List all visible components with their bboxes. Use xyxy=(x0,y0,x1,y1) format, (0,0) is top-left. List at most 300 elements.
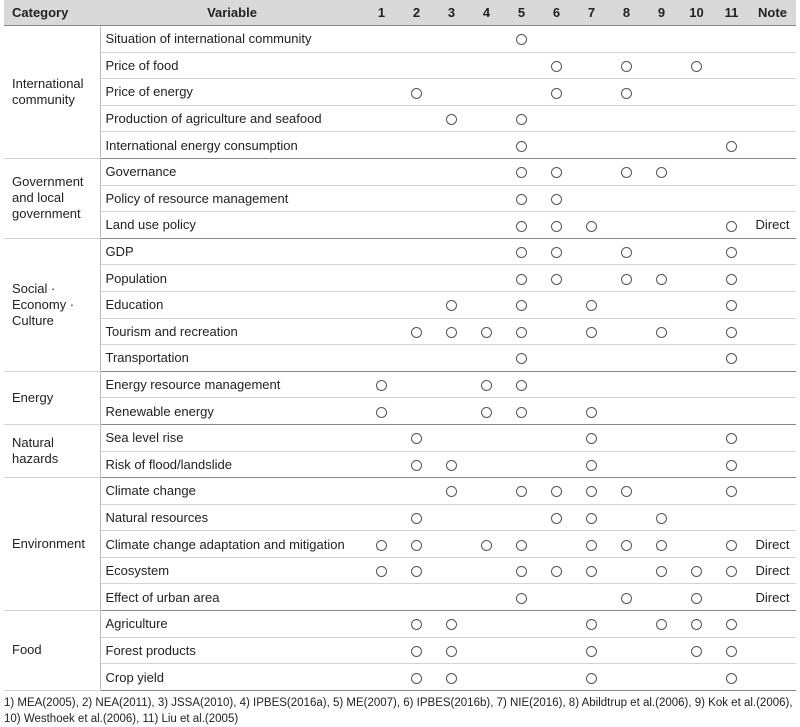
circle-mark-icon xyxy=(726,327,737,338)
ref-5-cell xyxy=(504,611,539,638)
ref-8-cell xyxy=(609,26,644,53)
category-cell: Social · Economy · Culture xyxy=(4,238,100,371)
ref-4-cell xyxy=(469,79,504,106)
ref-1-cell xyxy=(364,451,399,478)
circle-mark-icon xyxy=(446,114,457,125)
ref-4-cell xyxy=(469,345,504,372)
ref-6-cell xyxy=(539,318,574,345)
ref-5-cell xyxy=(504,52,539,79)
ref-2-cell xyxy=(399,79,434,106)
ref-7-cell xyxy=(574,132,609,159)
note-cell xyxy=(749,451,796,478)
ref-3-cell xyxy=(434,584,469,611)
ref-7-cell xyxy=(574,52,609,79)
ref-1-cell xyxy=(364,185,399,212)
ref-7-cell xyxy=(574,265,609,292)
ref-8-cell xyxy=(609,557,644,584)
circle-mark-icon xyxy=(726,566,737,577)
ref-2-cell xyxy=(399,52,434,79)
ref-9-cell xyxy=(644,318,679,345)
ref-11-cell xyxy=(714,212,749,239)
ref-2-cell xyxy=(399,398,434,425)
circle-mark-icon xyxy=(726,460,737,471)
category-cell: Energy xyxy=(4,371,100,424)
header-ref-3: 3 xyxy=(434,0,469,26)
circle-mark-icon xyxy=(551,513,562,524)
ref-2-cell xyxy=(399,318,434,345)
ref-6-cell xyxy=(539,478,574,505)
circle-mark-icon xyxy=(411,673,422,684)
table-row xyxy=(4,637,796,664)
ref-6-cell xyxy=(539,664,574,691)
circle-mark-icon xyxy=(586,619,597,630)
ref-5-cell xyxy=(504,212,539,239)
variable-cell: Crop yield xyxy=(100,664,364,691)
variable-cell: Production of agriculture and seafood xyxy=(100,105,364,132)
circle-mark-icon xyxy=(586,407,597,418)
ref-8-cell xyxy=(609,637,644,664)
ref-3-cell xyxy=(434,504,469,531)
circle-mark-icon xyxy=(516,300,527,311)
ref-9-cell xyxy=(644,557,679,584)
ref-2-cell xyxy=(399,478,434,505)
note-cell xyxy=(749,265,796,292)
table-row xyxy=(4,345,796,372)
ref-7-cell xyxy=(574,451,609,478)
ref-1-cell xyxy=(364,664,399,691)
ref-9-cell xyxy=(644,451,679,478)
ref-5-cell xyxy=(504,664,539,691)
ref-2-cell xyxy=(399,238,434,265)
note-cell xyxy=(749,504,796,531)
circle-mark-icon xyxy=(726,353,737,364)
ref-11-cell xyxy=(714,398,749,425)
ref-10-cell xyxy=(679,105,714,132)
ref-5-cell xyxy=(504,424,539,451)
variable-cell: Natural resources xyxy=(100,504,364,531)
ref-3-cell xyxy=(434,212,469,239)
ref-4-cell xyxy=(469,637,504,664)
ref-10-cell xyxy=(679,371,714,398)
circle-mark-icon xyxy=(726,274,737,285)
note-cell xyxy=(749,345,796,372)
variable-cell: Sea level rise xyxy=(100,424,364,451)
variable-cell: Forest products xyxy=(100,637,364,664)
ref-1-cell xyxy=(364,557,399,584)
circle-mark-icon xyxy=(376,540,387,551)
ref-11-cell xyxy=(714,318,749,345)
circle-mark-icon xyxy=(726,540,737,551)
ref-3-cell xyxy=(434,424,469,451)
ref-7-cell xyxy=(574,158,609,185)
variable-cell: Policy of resource management xyxy=(100,185,364,212)
ref-8-cell xyxy=(609,52,644,79)
ref-5-cell xyxy=(504,26,539,53)
variable-cell: Effect of urban area xyxy=(100,584,364,611)
header-ref-9: 9 xyxy=(644,0,679,26)
note-cell xyxy=(749,132,796,159)
ref-6-cell xyxy=(539,557,574,584)
ref-7-cell xyxy=(574,185,609,212)
ref-8-cell xyxy=(609,158,644,185)
note-cell: Direct xyxy=(749,557,796,584)
circle-mark-icon xyxy=(411,566,422,577)
ref-9-cell xyxy=(644,105,679,132)
ref-1-cell xyxy=(364,504,399,531)
ref-10-cell xyxy=(679,26,714,53)
ref-10-cell xyxy=(679,212,714,239)
circle-mark-icon xyxy=(656,619,667,630)
circle-mark-icon xyxy=(586,433,597,444)
circle-mark-icon xyxy=(586,646,597,657)
circle-mark-icon xyxy=(691,619,702,630)
ref-5-cell xyxy=(504,531,539,558)
ref-6-cell xyxy=(539,345,574,372)
ref-2-cell xyxy=(399,158,434,185)
ref-9-cell xyxy=(644,132,679,159)
circle-mark-icon xyxy=(656,513,667,524)
table-row xyxy=(4,158,796,185)
ref-3-cell xyxy=(434,637,469,664)
ref-11-cell xyxy=(714,345,749,372)
ref-4-cell xyxy=(469,212,504,239)
ref-7-cell xyxy=(574,238,609,265)
ref-9-cell xyxy=(644,611,679,638)
variable-cell: Agriculture xyxy=(100,611,364,638)
ref-9-cell xyxy=(644,478,679,505)
circle-mark-icon xyxy=(411,619,422,630)
variable-cell: Price of energy xyxy=(100,79,364,106)
circle-mark-icon xyxy=(551,194,562,205)
ref-5-cell xyxy=(504,158,539,185)
ref-5-cell xyxy=(504,238,539,265)
circle-mark-icon xyxy=(411,433,422,444)
circle-mark-icon xyxy=(411,646,422,657)
circle-mark-icon xyxy=(656,327,667,338)
circle-mark-icon xyxy=(621,274,632,285)
header-ref-11: 11 xyxy=(714,0,749,26)
ref-3-cell xyxy=(434,132,469,159)
ref-2-cell xyxy=(399,371,434,398)
ref-5-cell xyxy=(504,265,539,292)
ref-8-cell xyxy=(609,238,644,265)
ref-7-cell xyxy=(574,504,609,531)
ref-8-cell xyxy=(609,105,644,132)
table-row xyxy=(4,238,796,265)
table-row xyxy=(4,79,796,106)
variable-cell: Governance xyxy=(100,158,364,185)
ref-5-cell xyxy=(504,291,539,318)
ref-3-cell xyxy=(434,664,469,691)
ref-7-cell xyxy=(574,611,609,638)
ref-10-cell xyxy=(679,584,714,611)
ref-4-cell xyxy=(469,398,504,425)
ref-3-cell xyxy=(434,79,469,106)
table-row xyxy=(4,265,796,292)
ref-7-cell xyxy=(574,345,609,372)
table-row xyxy=(4,291,796,318)
ref-9-cell xyxy=(644,424,679,451)
ref-9-cell xyxy=(644,238,679,265)
note-cell xyxy=(749,52,796,79)
circle-mark-icon xyxy=(726,300,737,311)
ref-2-cell xyxy=(399,531,434,558)
variable-cell: Price of food xyxy=(100,52,364,79)
circle-mark-icon xyxy=(621,540,632,551)
circle-mark-icon xyxy=(481,380,492,391)
note-cell xyxy=(749,478,796,505)
circle-mark-icon xyxy=(551,566,562,577)
ref-8-cell xyxy=(609,79,644,106)
circle-mark-icon xyxy=(411,540,422,551)
ref-1-cell xyxy=(364,132,399,159)
variable-cell: Energy resource management xyxy=(100,371,364,398)
ref-11-cell xyxy=(714,424,749,451)
ref-9-cell xyxy=(644,52,679,79)
note-cell xyxy=(749,611,796,638)
table-row xyxy=(4,611,796,638)
ref-6-cell xyxy=(539,424,574,451)
circle-mark-icon xyxy=(551,221,562,232)
circle-mark-icon xyxy=(411,327,422,338)
variable-cell: Transportation xyxy=(100,345,364,372)
circle-mark-icon xyxy=(691,61,702,72)
circle-mark-icon xyxy=(481,540,492,551)
circle-mark-icon xyxy=(516,141,527,152)
ref-8-cell xyxy=(609,132,644,159)
ref-11-cell xyxy=(714,52,749,79)
circle-mark-icon xyxy=(726,486,737,497)
ref-3-cell xyxy=(434,26,469,53)
ref-4-cell xyxy=(469,238,504,265)
header-category: Category xyxy=(4,0,100,26)
ref-1-cell xyxy=(364,531,399,558)
ref-7-cell xyxy=(574,79,609,106)
ref-4-cell xyxy=(469,584,504,611)
ref-8-cell xyxy=(609,265,644,292)
ref-4-cell xyxy=(469,132,504,159)
circle-mark-icon xyxy=(446,619,457,630)
note-cell xyxy=(749,318,796,345)
ref-4-cell xyxy=(469,265,504,292)
variable-cell: Land use policy xyxy=(100,212,364,239)
ref-4-cell xyxy=(469,105,504,132)
ref-1-cell xyxy=(364,424,399,451)
ref-8-cell xyxy=(609,478,644,505)
ref-9-cell xyxy=(644,265,679,292)
circle-mark-icon xyxy=(516,194,527,205)
ref-4-cell xyxy=(469,611,504,638)
ref-4-cell xyxy=(469,185,504,212)
table-row xyxy=(4,371,796,398)
ref-4-cell xyxy=(469,318,504,345)
note-cell xyxy=(749,664,796,691)
ref-11-cell xyxy=(714,238,749,265)
ref-3-cell xyxy=(434,291,469,318)
ref-10-cell xyxy=(679,52,714,79)
ref-10-cell xyxy=(679,504,714,531)
ref-10-cell xyxy=(679,318,714,345)
ref-9-cell xyxy=(644,398,679,425)
variable-cell: GDP xyxy=(100,238,364,265)
table-row xyxy=(4,584,796,611)
ref-6-cell xyxy=(539,185,574,212)
ref-9-cell xyxy=(644,345,679,372)
ref-5-cell xyxy=(504,318,539,345)
circle-mark-icon xyxy=(446,327,457,338)
ref-6-cell xyxy=(539,531,574,558)
variable-cell: Risk of flood/landslide xyxy=(100,451,364,478)
ref-2-cell xyxy=(399,504,434,531)
ref-10-cell xyxy=(679,611,714,638)
variable-cell: Population xyxy=(100,265,364,292)
ref-10-cell xyxy=(679,478,714,505)
variable-cell: Climate change xyxy=(100,478,364,505)
ref-8-cell xyxy=(609,504,644,531)
circle-mark-icon xyxy=(516,274,527,285)
header-row xyxy=(4,0,796,26)
note-cell xyxy=(749,398,796,425)
ref-1-cell xyxy=(364,26,399,53)
circle-mark-icon xyxy=(551,88,562,99)
header-ref-8: 8 xyxy=(609,0,644,26)
variable-cell: Climate change adaptation and mitigation xyxy=(100,531,364,558)
note-cell: Direct xyxy=(749,584,796,611)
circle-mark-icon xyxy=(551,486,562,497)
circle-mark-icon xyxy=(656,274,667,285)
ref-9-cell xyxy=(644,79,679,106)
circle-mark-icon xyxy=(586,486,597,497)
circle-mark-icon xyxy=(516,566,527,577)
ref-4-cell xyxy=(469,478,504,505)
ref-8-cell xyxy=(609,611,644,638)
ref-3-cell xyxy=(434,238,469,265)
ref-3-cell xyxy=(434,371,469,398)
ref-11-cell xyxy=(714,26,749,53)
ref-6-cell xyxy=(539,26,574,53)
ref-3-cell xyxy=(434,185,469,212)
ref-10-cell xyxy=(679,265,714,292)
circle-mark-icon xyxy=(446,486,457,497)
ref-6-cell xyxy=(539,611,574,638)
ref-10-cell xyxy=(679,158,714,185)
circle-mark-icon xyxy=(586,221,597,232)
footnote: 1) MEA(2005), 2) NEA(2011), 3) JSSA(2010), 4) IPBES(2016a), 5) ME(2007), 6) IPBES(2016b), 7) NIE(2016), 8) Abildtrup et al.(2006), 9) Kok et al.(2006), 10) Westhoek et al.(2006), 11) Liu et al.(2005) xyxy=(4,696,793,725)
ref-2-cell xyxy=(399,664,434,691)
ref-5-cell xyxy=(504,371,539,398)
ref-8-cell xyxy=(609,451,644,478)
ref-11-cell xyxy=(714,132,749,159)
header-ref-5: 5 xyxy=(504,0,539,26)
ref-1-cell xyxy=(364,478,399,505)
ref-9-cell xyxy=(644,637,679,664)
ref-10-cell xyxy=(679,451,714,478)
ref-2-cell xyxy=(399,345,434,372)
ref-2-cell xyxy=(399,584,434,611)
category-cell: International community xyxy=(4,26,100,159)
circle-mark-icon xyxy=(516,247,527,258)
ref-11-cell xyxy=(714,531,749,558)
ref-2-cell xyxy=(399,265,434,292)
ref-3-cell xyxy=(434,345,469,372)
ref-7-cell xyxy=(574,318,609,345)
circle-mark-icon xyxy=(516,593,527,604)
ref-8-cell xyxy=(609,185,644,212)
ref-7-cell xyxy=(574,398,609,425)
circle-mark-icon xyxy=(726,141,737,152)
ref-2-cell xyxy=(399,105,434,132)
ref-2-cell xyxy=(399,424,434,451)
ref-9-cell xyxy=(644,371,679,398)
note-cell: Direct xyxy=(749,212,796,239)
circle-mark-icon xyxy=(551,61,562,72)
ref-1-cell xyxy=(364,212,399,239)
circle-mark-icon xyxy=(586,300,597,311)
table-row xyxy=(4,398,796,425)
ref-1-cell xyxy=(364,584,399,611)
ref-2-cell xyxy=(399,291,434,318)
ref-8-cell xyxy=(609,424,644,451)
ref-1-cell xyxy=(364,318,399,345)
ref-4-cell xyxy=(469,664,504,691)
ref-11-cell xyxy=(714,504,749,531)
variable-cell: Situation of international community xyxy=(100,26,364,53)
ref-5-cell xyxy=(504,504,539,531)
ref-1-cell xyxy=(364,345,399,372)
ref-8-cell xyxy=(609,291,644,318)
header-ref-1: 1 xyxy=(364,0,399,26)
circle-mark-icon xyxy=(726,221,737,232)
variable-cell: Education xyxy=(100,291,364,318)
ref-7-cell xyxy=(574,105,609,132)
ref-7-cell xyxy=(574,291,609,318)
header-variable: Variable xyxy=(100,0,364,26)
circle-mark-icon xyxy=(516,327,527,338)
ref-7-cell xyxy=(574,557,609,584)
table-row xyxy=(4,26,796,53)
circle-mark-icon xyxy=(551,247,562,258)
circle-mark-icon xyxy=(621,167,632,178)
ref-8-cell xyxy=(609,398,644,425)
ref-1-cell xyxy=(364,637,399,664)
ref-3-cell xyxy=(434,105,469,132)
ref-11-cell xyxy=(714,105,749,132)
ref-3-cell xyxy=(434,557,469,584)
circle-mark-icon xyxy=(551,274,562,285)
circle-mark-icon xyxy=(586,566,597,577)
ref-2-cell xyxy=(399,132,434,159)
ref-6-cell xyxy=(539,371,574,398)
ref-2-cell xyxy=(399,637,434,664)
variable-cell: Renewable energy xyxy=(100,398,364,425)
circle-mark-icon xyxy=(656,566,667,577)
ref-6-cell xyxy=(539,584,574,611)
circle-mark-icon xyxy=(726,619,737,630)
circle-mark-icon xyxy=(656,540,667,551)
table-row xyxy=(4,105,796,132)
ref-11-cell xyxy=(714,611,749,638)
ref-1-cell xyxy=(364,611,399,638)
ref-11-cell xyxy=(714,371,749,398)
ref-3-cell xyxy=(434,531,469,558)
ref-3-cell xyxy=(434,265,469,292)
ref-11-cell xyxy=(714,291,749,318)
ref-1-cell xyxy=(364,79,399,106)
circle-mark-icon xyxy=(586,513,597,524)
ref-5-cell xyxy=(504,557,539,584)
ref-10-cell xyxy=(679,79,714,106)
ref-8-cell xyxy=(609,584,644,611)
